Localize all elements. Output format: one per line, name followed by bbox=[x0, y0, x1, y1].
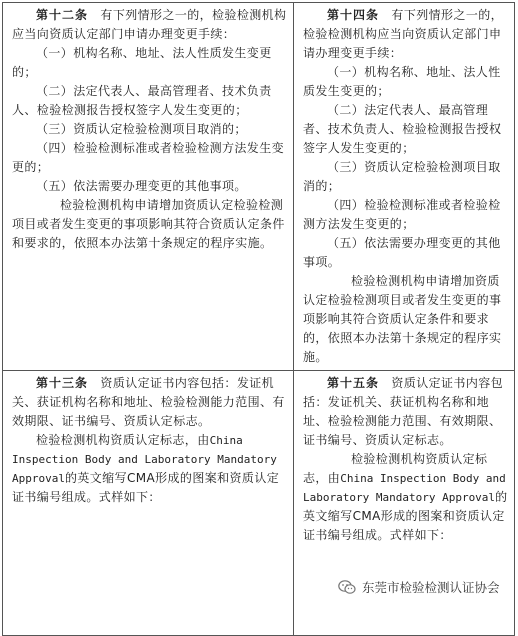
article-text: 资质认定证书内容包括：发证机关、获证机构名称和地址、检验检测能力范围、有效期限、证书编号、资质认定标志。 bbox=[303, 376, 504, 447]
mark-text-a: 检验检测机构资质认定标志，由 bbox=[303, 452, 488, 485]
watermark bbox=[338, 577, 514, 597]
watermark-text: 东莞市检验检测认证协会 bbox=[362, 580, 500, 595]
table-row bbox=[3, 3, 515, 371]
article-number: 第十二条 bbox=[36, 8, 89, 22]
article-15-mark bbox=[303, 450, 510, 545]
article-14-intro bbox=[303, 6, 510, 63]
list-item: （一）机构名称、地址、法人性质发生变更的； bbox=[12, 46, 272, 79]
article-12-intro bbox=[12, 6, 289, 44]
article-text: 有下列情形之一的，检验检测机构应当向资质认定部门申请办理变更手续： bbox=[12, 8, 287, 41]
list-item: （三）资质认定检验检测项目取消的； bbox=[36, 122, 247, 136]
mark-english: China Inspection Body and Laboratory Mandatory Approval bbox=[12, 434, 277, 485]
mark-text-c: 的英文缩写CMA形成的图案和资质认定证书编号组成。式样如下： bbox=[12, 471, 280, 504]
cell-article-13 bbox=[3, 371, 294, 636]
list-item: （三）资质认定检验检测项目取消的； bbox=[303, 160, 501, 193]
article-text: 有下列情形之一的，检验检测机构应当向资质认定部门申请办理变更手续： bbox=[303, 8, 504, 60]
mark-english: China Inspection Body and Laboratory Mandatory Approval bbox=[303, 472, 506, 504]
list-item: （五）依法需要办理变更的其他事项。 bbox=[36, 179, 247, 193]
cell-article-12 bbox=[3, 3, 294, 371]
mark-text-c: 的英文缩写CMA形成的图案和资质认定证书编号组成。式样如下： bbox=[303, 490, 508, 542]
list-item: （四）检验检测标准或者检验检测方法发生变更的； bbox=[12, 141, 285, 174]
list-item: （二）法定代表人、最高管理者、技术负责人、检验检测报告授权签字人发生变更的； bbox=[303, 103, 502, 155]
article-number: 第十四条 bbox=[327, 8, 380, 22]
list-item: （四）检验检测标准或者检验检测方法发生变更的； bbox=[303, 198, 501, 231]
list-item: （五）依法需要办理变更的其他事项。 bbox=[303, 236, 501, 269]
cell-article-14 bbox=[294, 3, 515, 371]
article-number: 第十五条 bbox=[327, 376, 380, 390]
list-item: （一）机构名称、地址、法人性质发生变更的； bbox=[303, 65, 501, 98]
article-15-intro bbox=[303, 374, 510, 450]
list-item: （二）法定代表人、最高管理者、技术负责人、检验检测报告授权签字人发生变更的； bbox=[12, 84, 272, 117]
article-12-closing: 检验检测机构申请增加资质认定检验检测项目或者发生变更的事项影响其符合资质认定条件和要求的，依照本办法第十条规定的程序实施。 bbox=[12, 198, 285, 250]
article-number: 第十三条 bbox=[36, 376, 89, 390]
article-13-intro bbox=[12, 374, 289, 431]
article-text: 资质认定证书内容包括：发证机关、获证机构名称和地址、检验检测能力范围、有效期限、证书编号、资质认定标志。 bbox=[12, 376, 285, 428]
comparison-table bbox=[2, 2, 515, 636]
article-13-mark bbox=[12, 431, 289, 507]
article-14-closing: 检验检测机构申请增加资质认定检验检测项目或者发生变更的事项影响其符合资质认定条件和要求的，依照本办法第十条规定的程序实施。 bbox=[303, 274, 502, 364]
mark-text-a: 检验检测机构资质认定标志，由 bbox=[36, 433, 210, 447]
wechat-icon bbox=[338, 579, 356, 595]
